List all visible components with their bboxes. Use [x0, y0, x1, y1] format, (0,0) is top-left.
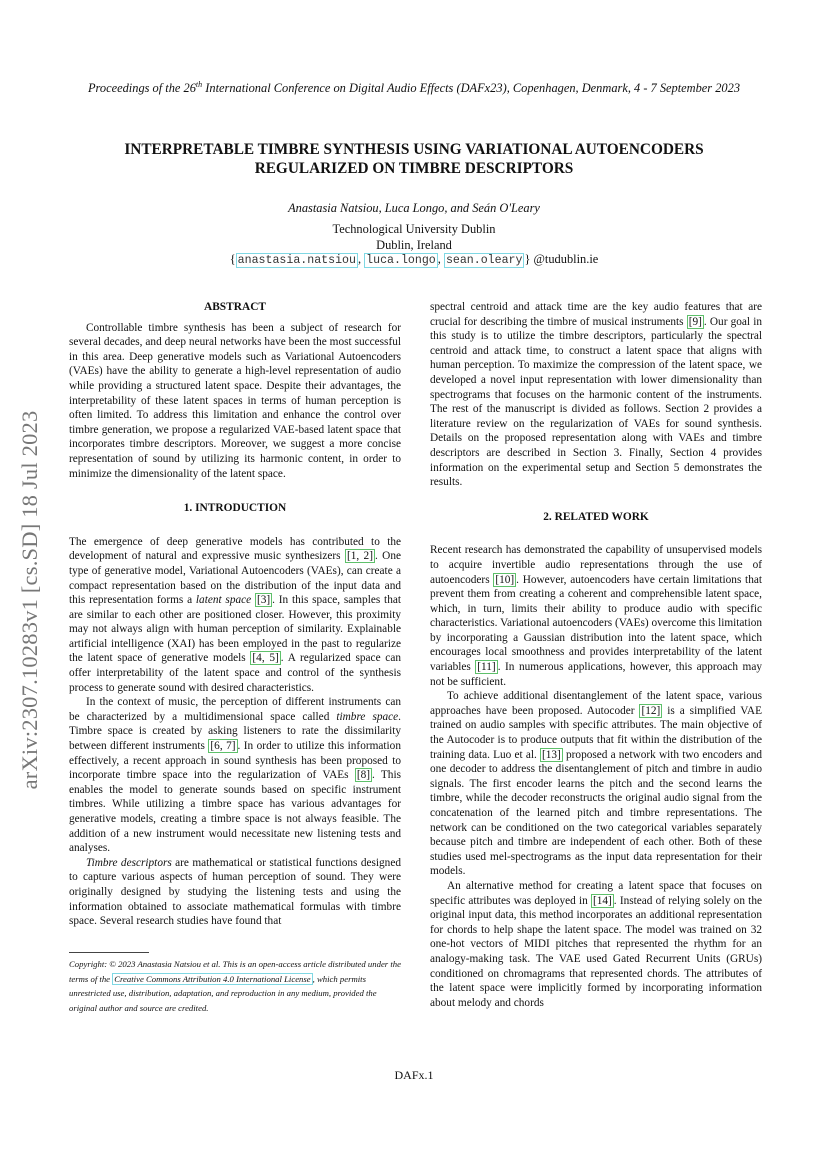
citation-link[interactable]: [8]: [356, 769, 370, 782]
citation-link[interactable]: [10]: [495, 573, 515, 586]
paper-title: [60, 140, 768, 178]
right-column: [430, 300, 762, 1010]
abstract-text: Controllable timbre synthesis has been a subject of research for several decades, and deep neural networks have been the most successful in this area. Deep generative models such as Variational Autoencoders (VAEs) have the ability to generate a high-level representation of audio while providing a structured latent space. Despite their advantages, the interpretability of these latent spaces in terms of human perception is often limited. To address this limitation and enhance the control over timbre generation, we propose a regularized VAE-based latent space that incorporates timbre descriptors. Moreover, we suggest a more concise representation of sound by utilizing its harmonic content, in order to minimize the dimensionality of the latent space.: [69, 321, 401, 480]
citation-link[interactable]: [3]: [256, 594, 271, 607]
citation-link[interactable]: [1, 2]: [346, 550, 373, 563]
page-number: DAFx.1: [394, 1068, 434, 1082]
citation-link[interactable]: [6, 7]: [210, 740, 236, 753]
intro-paragraph-3: Timbre descriptors are mathematical or statistical functions designed to capture various aspects of human perception of sound. They were originally designed by studying the listening tests and using the information obtained to associate mathematical formulas with timbre space. Several research studies have found that: [69, 856, 401, 928]
citation-link[interactable]: [4, 5]: [252, 652, 279, 665]
citation-link[interactable]: [9]: [688, 315, 702, 328]
arxiv-sidebar: [10, 360, 50, 840]
citation-link[interactable]: [12]: [641, 704, 661, 717]
intro-paragraph-1: The emergence of deep generative models has contributed to the development of natural and expressive music synthesizers [1, 2] . One type of generative model, Variational Autoencoders (VAEs), can create a compact representation based on the distribution of the input data and this representation forms a latent space [3] . In this space, samples that are similar to each other are positioned closer. However, this proximity may not always align with human perception of similarity. Explainable artificial intelligence (XAI) has been employed in the past to regularize the latent space of generative models [4, 5] . A regularized space can offer interpretability of the latent space and control of the synthesis process to generate sound with desired characteristics.: [69, 535, 401, 694]
author-emails: { anastasia.natsiou , luca.longo , sean.oleary } @tudublin.ie: [229, 252, 599, 267]
copyright-footnote: Copyright: © 2023 Anastasia Natsiou et al. This is an open-access article distributed under the terms of the Creative Commons Attribution 4.0 International License , which permits unrestricted use, distribution, adaptation, and reproduction in any medium, provided the original author and source are credited.: [69, 959, 401, 1014]
license-link[interactable]: Creative Commons Attribution 4.0 International License: [114, 973, 311, 984]
citation-link[interactable]: [14]: [592, 894, 612, 907]
affiliation: Technological University Dublin Dublin, Ireland: [332, 222, 496, 252]
footnote-divider: [69, 952, 149, 953]
related-work-heading: 2. RELATED WORK: [543, 510, 649, 523]
arxiv-identifier: arXiv:2307.10283v1 [cs.SD] 18 Jul 2023: [17, 410, 42, 790]
email-link-longo[interactable]: luca.longo: [366, 254, 436, 267]
abstract-heading: ABSTRACT: [203, 301, 267, 313]
related-paragraph-3: An alternative method for creating a latent space that focuses on specific attributes was deployed in [14] . Instead of relying solely on the original input data, this method incorporates an additional representation for chords to help shape the latent space. The model was trained on 32 one-hot vectors of MIDI pitches that represented the rhythm for an analogy-making task. The VAE used Gated Recurrent Units (GRUs) conditioned on chromagrams that represented chords. The attributes of the latent space were implicitly formed by incorporating information about melody and chords: [430, 879, 762, 1009]
title-line-1: INTERPRETABLE TIMBRE SYNTHESIS USING VARIATIONAL AUTOENCODERS: [124, 141, 704, 158]
citation-link[interactable]: [13]: [542, 748, 561, 761]
proceedings-header: Proceedings of the 26th International Conference on Digital Audio Effects (DAFx23), Copenhagen, Denmark, 4 - 7 September 2023: [87, 80, 741, 96]
title-line-2: REGULARIZED ON TIMBRE DESCRIPTORS: [254, 160, 574, 177]
email-link-natsiou[interactable]: anastasia.natsiou: [237, 254, 356, 267]
related-paragraph-2: To achieve additional disentanglement of the latent space, various approaches have been proposed. Autocoder [12] is a simplified VAE trained on audio samples with specific attributes. The main objective of the Autocoder is to produce outputs that fit within the distribution of the training data. Luo et al. [13] proposed a network with two encoders and one decoder to address the disentanglement of pitch and timbre in audio signals. The first encoder learns the pitch and the second learns the timbre, while the decoder reconstructs the original audio signal from the concatenation of the learned pitch and timbre representations. The network can be conditioned on the two categorical variables separately because pitch and timbre are independent of each other. Both of these studies used mel-spectrograms as the input data representation for their models.: [430, 690, 763, 878]
intro-paragraph-2: In the context of music, the perception of different instruments can be characterized by a multidimensional space called timbre space. Timbre space is created by asking listeners to rate the dissimilarity between different instruments [6, 7] . In order to utilize this information effectively, a recent approach in sound synthesis has been proposed to incorporate timbre space into the regularization of VAEs [8] . This enables the model to generate sounds based on specific instrument timbres. While utilizing a timbre space has various advantages for generative models, creating a timbre space is not always feasible. The addition of a new instrument would necessitate new listening tests and analyses.: [69, 696, 401, 855]
intro-paragraph-3-continued: spectral centroid and attack time are the key audio features that are crucial for describing the timbre of musical instruments [9] . Our goal in this study is to utilize the timbre descriptors, particularly the spectral centroid and attack time, to construct a latent space that aligns with human perception. To maximize the compression of the latent space, we developed a novel input representation with lower dimensionality than spectrograms that focuses on the harmonic content of the instruments. The rest of the manuscript is divided as follows. Section 2 provides a literature review on the regularization of VAEs for sound synthesis. Details on the proposed representation along with VAEs and timbre descriptors are described in Section 3. Finally, Section 4 provides information on the experimental setup and Section 5 demonstrates the results.: [430, 301, 763, 489]
authors: Anastasia Natsiou, Luca Longo, and Seán O'Leary: [288, 201, 540, 215]
citation-link[interactable]: [11]: [477, 661, 496, 674]
email-link-oleary[interactable]: sean.oleary: [445, 254, 523, 267]
introduction-heading: 1. INTRODUCTION: [183, 502, 287, 515]
left-column: [69, 300, 401, 929]
related-paragraph-1: Recent research has demonstrated the capability of unsupervised models to acquire invertible audio representations through the use of autoencoders [10] . However, autoencoders have certain limitations that prevent them from creating a coherent and comprehensible latent space, which, in turn, limits their ability to produce audio with specific characteristics. Variational autoencoders (VAEs) overcome this limitation by incorporating a Gaussian distribution into the latent space, which encourages local smoothness and provides interpretability of the latent variables [11] . In numerous applications, however, this approach may not be sufficient.: [430, 544, 763, 688]
